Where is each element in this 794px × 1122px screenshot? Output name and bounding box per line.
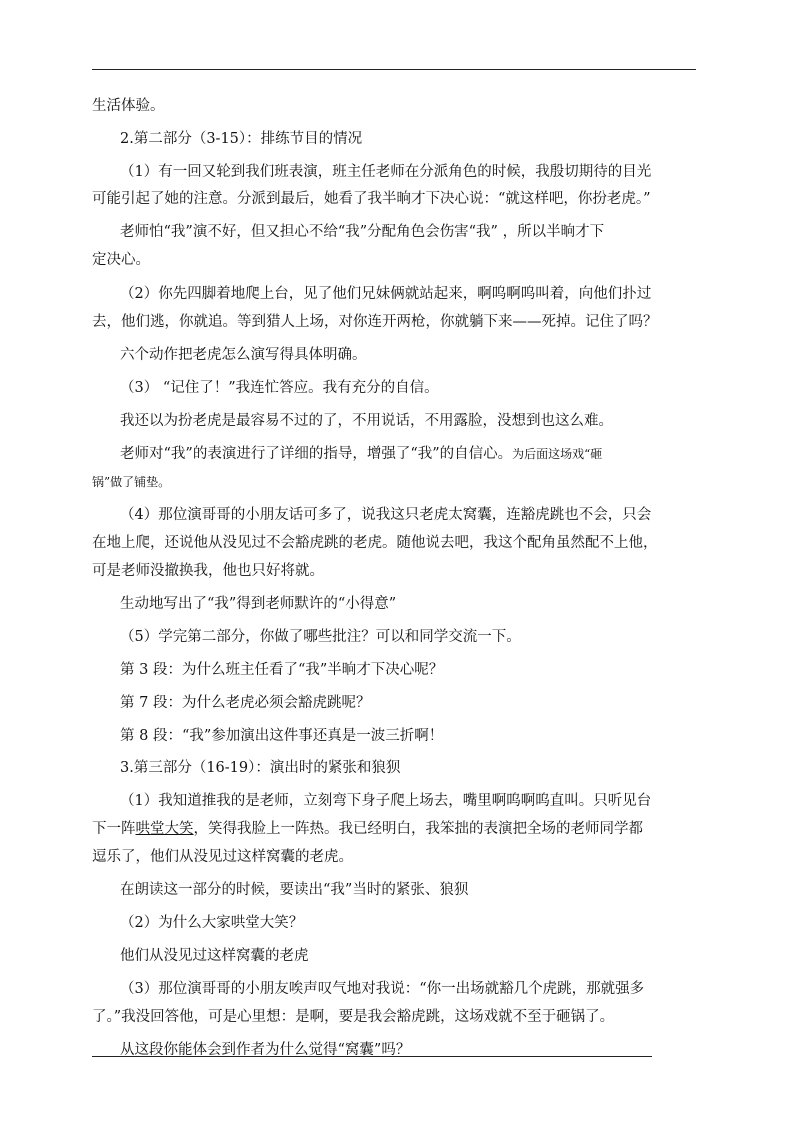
- annotation-line: 第 8 段：“我”参加演出这件事还真是一波三折啊！: [120, 728, 444, 744]
- annotation-line: 第 3 段：为什么班主任看了“我”半晌才下决心呢？: [120, 662, 444, 678]
- annotation-line: 老师怕“我”演不好，但又担心不给“我”分配角色会伤害“我” ，所以半晌才下: [120, 224, 605, 240]
- annotation-line: 他们从没见过这样窝囊的老虎: [120, 948, 309, 964]
- annotation-line: [120, 444, 602, 464]
- annotation-line: 生动地写出了“我”得到老师默许的“小得意”: [120, 596, 397, 612]
- annotation-line: 锅”做了铺垫。: [92, 475, 171, 489]
- paragraph-line: 可能引起了她的注意。分派到最后，她看了我半晌才下决心说：“就这样吧，你扮老虎。”: [92, 191, 651, 207]
- paragraph-line: 逗乐了，他们从没见过这样窝囊的老虎。: [92, 849, 353, 865]
- annotation-line: 第 7 段：为什么老虎必须会豁虎跳呢？: [120, 695, 371, 711]
- footer-rule: [92, 1056, 652, 1057]
- paragraph-line: （5）学完第二部分，你做了哪些批注？可以和同学交流一下。: [120, 629, 521, 645]
- paragraph-line: （1）我知道推我的是老师，立刻弯下身子爬上场去，嘴里啊呜啊呜直叫。只听见台: [120, 793, 652, 809]
- question-line: 从这段你能体会到作者为什么觉得“窝囊”吗？: [120, 1042, 411, 1058]
- section-heading: 3.第三部分（16-19）：演出时的紧张和狼狈: [120, 760, 401, 776]
- annotation-text: 老师对“我”的表演进行了详细的指导，增强了“我”的自信心。: [120, 446, 513, 462]
- paragraph-line: （3） “记住了！”我连忙答应。我有充分的自信。: [120, 380, 439, 396]
- question-line: （2）为什么大家哄堂大笑？: [120, 915, 304, 931]
- paragraph-line: （3）那位演哥哥的小朋友唉声叹气地对我说：“你一出场就豁几个虎跳，那就强多: [120, 981, 645, 997]
- annotation-line: 六个动作把老虎怎么演写得具体明确。: [120, 347, 367, 363]
- annotation-line: 定决心。: [92, 252, 150, 268]
- paragraph-line: （4）那位演哥哥的小朋友话可多了，说我这只老虎太窝囊，连豁虎跳也不会，只会: [120, 507, 652, 523]
- text-run: ，笑得我脸上一阵热。我已经明白，我笨拙的表演把全场的老师同学都: [193, 821, 643, 837]
- underlined-phrase: 哄堂大笑: [135, 821, 194, 837]
- paragraph-line: 我还以为扮老虎是最容易不过的了，不用说话，不用露脸，没想到也这么难。: [120, 413, 613, 429]
- paragraph-line: [92, 819, 643, 839]
- header-rule: [92, 69, 696, 70]
- paragraph-line: （1）有一回又轮到我们班表演，班主任老师在分派角色的时候，我殷切期待的目光: [120, 164, 652, 180]
- annotation-line: 在朗读这一部分的时候，要读出“我”当时的紧张、狼狈: [120, 882, 469, 898]
- paragraph-line: 去，他们逃，你就追。等到猎人上场，对你连开两枪，你就躺下来——死掉。记住了吗？: [92, 314, 658, 330]
- paragraph-line: 在地上爬，还说他从没见过不会豁虎跳的老虎。随他说去吧，我这个配角虽然配不上他，: [92, 535, 658, 551]
- paragraph-line: 可是老师没撤换我，他也只好将就。: [92, 563, 324, 579]
- section-heading: 2.第二部分（3-15）：排练节目的情况: [120, 131, 363, 147]
- paragraph-line: （2）你先四脚着地爬上台，见了他们兄妹俩就站起来，啊呜啊呜叫着，向他们扑过: [120, 286, 652, 302]
- paragraph-line: 生活体验。: [92, 98, 165, 114]
- text-run: 下一阵: [92, 821, 136, 837]
- annotation-small-text: 为后面这场戏“砸: [512, 447, 603, 461]
- paragraph-line: 了。”我没回答他，可是心里想：是啊，要是我会豁虎跳，这场戏就不至于砸锅了。: [92, 1009, 615, 1025]
